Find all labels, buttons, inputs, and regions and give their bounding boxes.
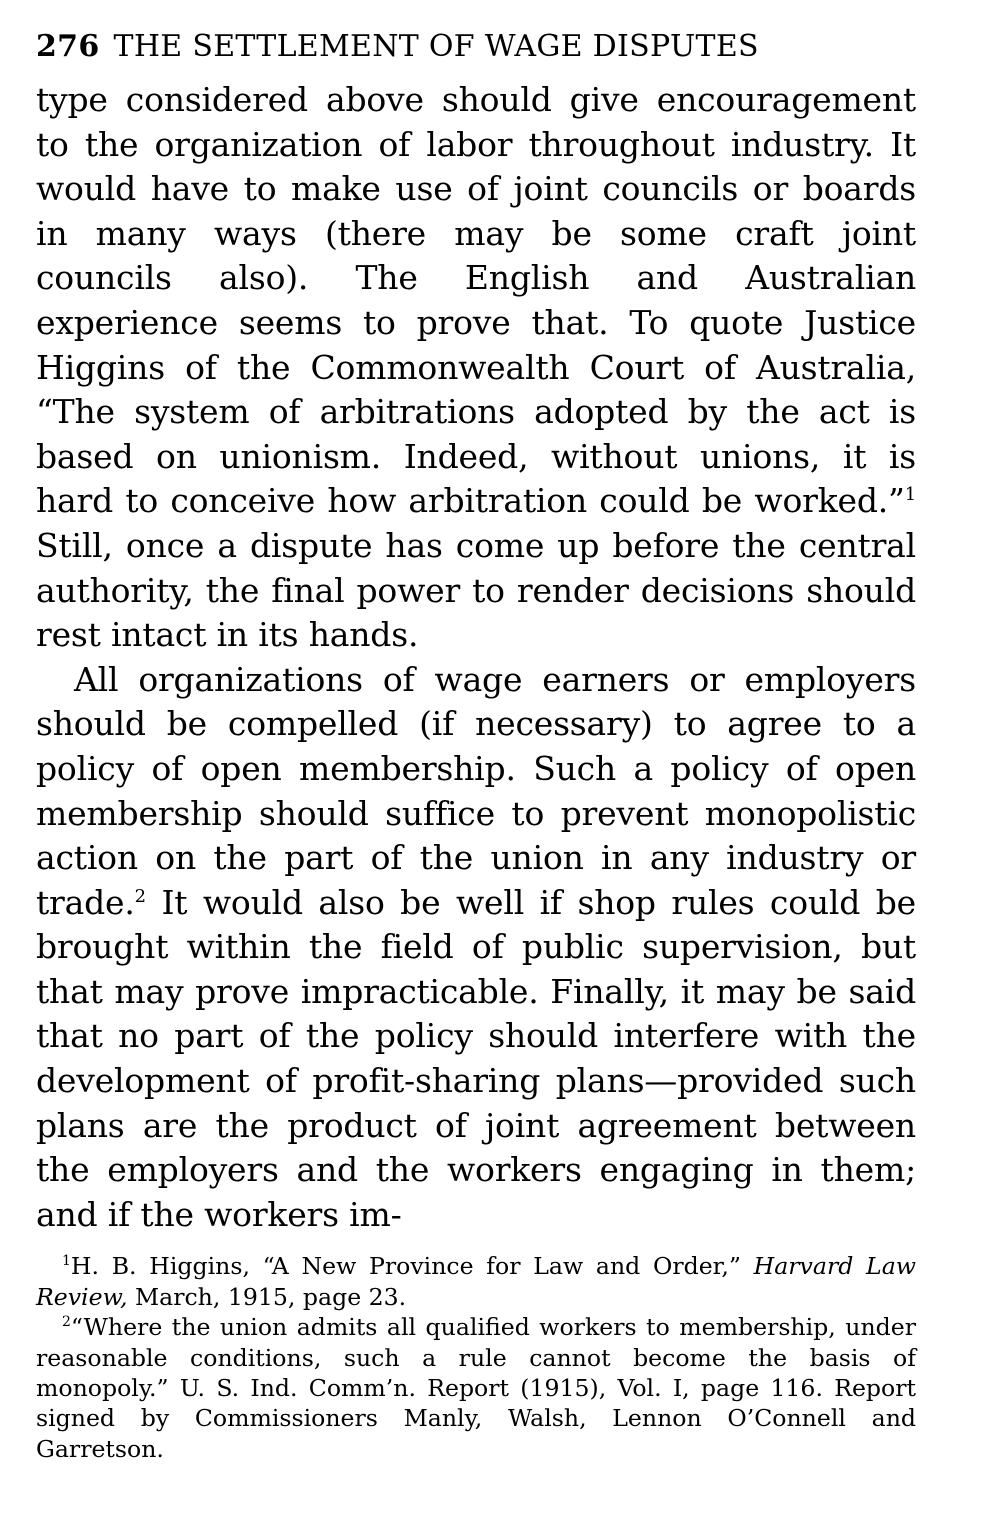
paragraph-1-text-b: Still, once a dispute has come up before the central authority, the final power to render decisions should rest intact in its hands.: [36, 525, 916, 655]
footnote-1-text-a: H. B. Higgins, “A New Province for Law and Order,”: [70, 1252, 754, 1281]
paragraph-2-text-b: It would also be well if shop rules could be brought within the field of public supervision, but that may prove impracticable. Finally, it may be said that no part of the policy should interfere with the development of profit-sharing plans—provided such plans are the product of joint agreement between the employers and the workers engaging in them; and if the workers im-: [36, 882, 916, 1234]
page-number: 276: [36, 29, 100, 64]
running-head: [36, 22, 916, 72]
footnote-1-journal: Harvard Law Review,: [36, 1252, 916, 1311]
paragraph-2: [36, 658, 916, 1238]
paragraph-1: [36, 78, 916, 658]
footnotes: [36, 1251, 916, 1464]
paragraph-2-text-a: All organizations of wage earners or employers should be compelled (if necessary) to agree to a policy of open membership. Such a policy of open membership should suffice to prevent monopolistic action on the part of the union in any industry or trade.: [36, 659, 916, 922]
book-page: [36, 22, 916, 1464]
paragraph-1-text-a: type considered above should give encouragement to the organization of labor throughout industry. It would have to make use of joint councils or boards in many ways (there may be some craft joint councils also). The English and Australian experience seems to prove that. To quote Justice Higgins of the Commonwealth Court of Australia, “The system of arbitrations adopted by the act is based on unionism. Indeed, without unions, it is hard to conceive how arbitration could be worked.”: [36, 80, 916, 521]
footnote-1: [36, 1251, 916, 1312]
footnote-ref-2: 2: [134, 885, 146, 907]
running-head-title: THE SETTLEMENT OF WAGE DISPUTES: [113, 29, 759, 64]
footnote-2-marker: 2: [62, 1314, 71, 1331]
footnote-1-marker: 1: [62, 1253, 71, 1270]
footnote-ref-1: 1: [904, 484, 916, 506]
footnote-1-text-b: March, 1915, page 23.: [127, 1282, 407, 1311]
footnote-2: [36, 1312, 916, 1464]
footnote-2-text: “Where the union admits all qualified workers to membership, under reasonable conditions, such a rule cannot become the basis of monopoly.” U. S. Ind. Comm’n. Report (1915), Vol. I, page 116. Report signed by Commissioners Manly, Walsh, Lennon O’Connell and Garretson.: [36, 1313, 916, 1463]
